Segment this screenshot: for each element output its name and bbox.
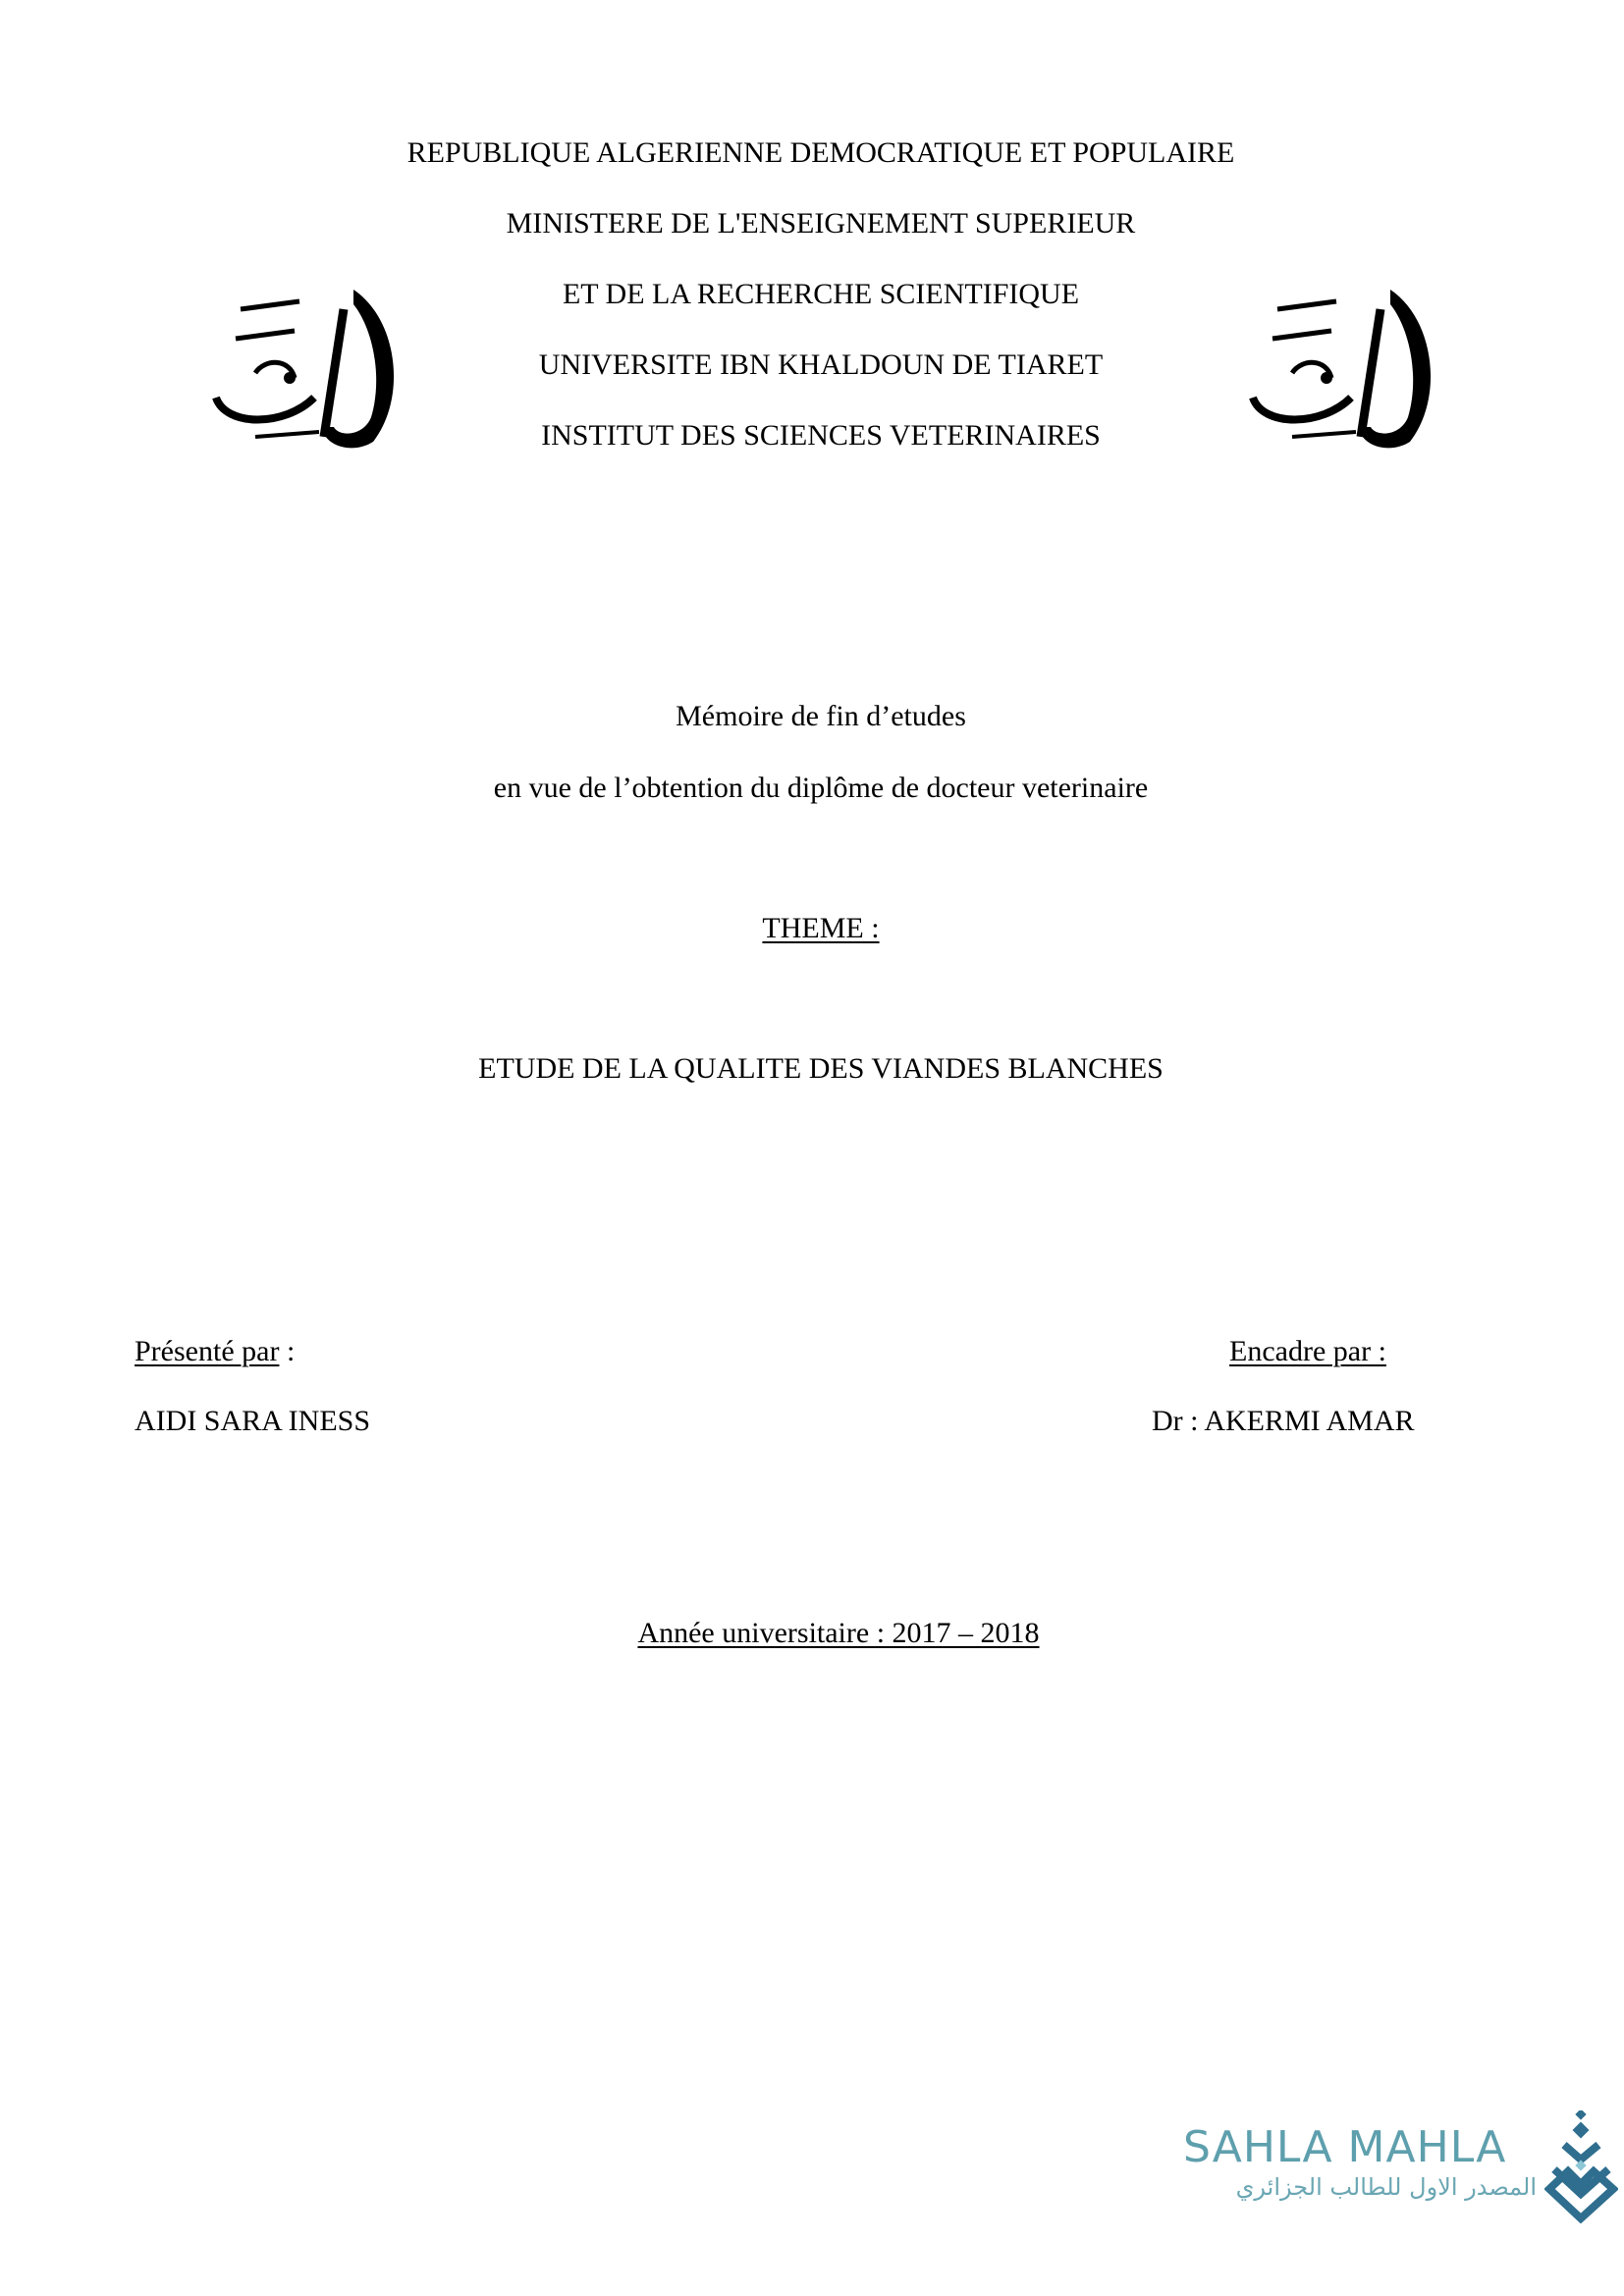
header-line-3: ET DE LA RECHERCHE SCIENTIFIQUE (562, 278, 1080, 310)
sahla-mahla-watermark (1173, 2110, 1620, 2223)
sahla-mahla-logo-icon (1544, 2110, 1618, 2223)
university-logo-right (1233, 280, 1439, 454)
supervisor-label: Encadre par : (1229, 1335, 1386, 1367)
theme-title: ETUDE DE LA QUALITE DES VIANDES BLANCHES (478, 1052, 1164, 1085)
academic-year: Année universitaire : 2017 – 2018 (637, 1617, 1040, 1649)
memoire-line-2: en vue de l’obtention du diplôme de docteur veterinaire (493, 772, 1149, 804)
header-line-2: MINISTERE DE L'ENSEIGNEMENT SUPERIEUR (506, 207, 1136, 240)
student-name: AIDI SARA INESS (135, 1405, 371, 1437)
presented-colon: : (279, 1335, 296, 1367)
theme-label: THEME : (762, 912, 880, 944)
header-line-5: INSTITUT DES SCIENCES VETERINAIRES (541, 419, 1101, 452)
presented-label: Présenté par (135, 1335, 280, 1367)
watermark-name: SAHLA MAHLA (1183, 2122, 1507, 2172)
university-logo-left (196, 280, 403, 454)
memoire-line-1: Mémoire de fin d’etudes (676, 700, 966, 732)
watermark-tagline: المصدر الاول للطالب الجزائري (1235, 2173, 1537, 2201)
supervisor-name: Dr : AKERMI AMAR (1152, 1405, 1415, 1437)
header-line-4: UNIVERSITE IBN KHALDOUN DE TIARET (538, 348, 1104, 381)
presented-by (135, 1334, 295, 1369)
header-line-1: REPUBLIQUE ALGERIENNE DEMOCRATIQUE ET POPULAIRE (406, 136, 1235, 169)
